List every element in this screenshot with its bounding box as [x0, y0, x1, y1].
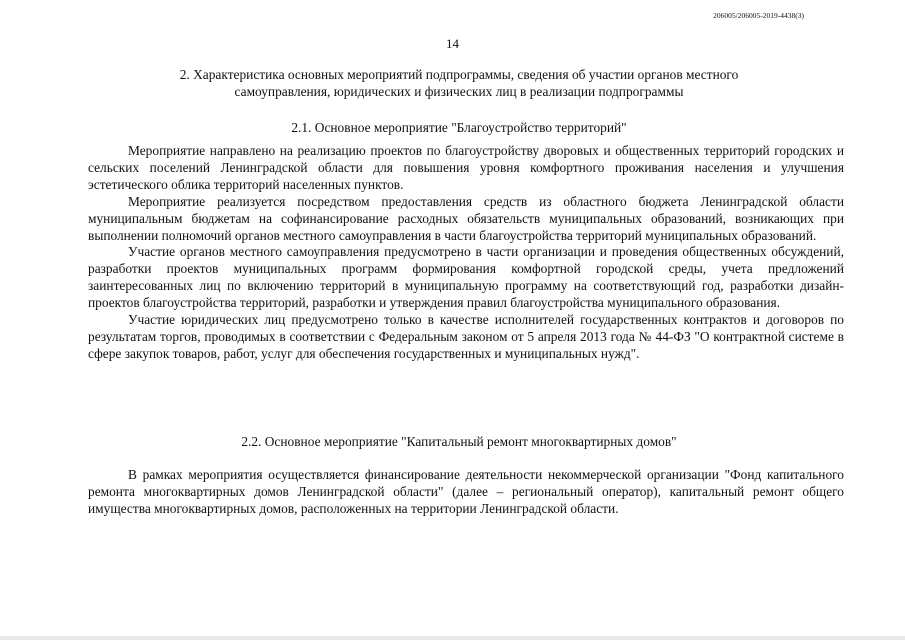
document-id: 206005/206005-2019-4438(3)	[713, 11, 804, 20]
paragraph: В рамках мероприятия осуществляется финансирование деятельности некоммерческой организации "Фонд капитального ремонта многоквартирных домов Ленинградской области" (далее – региональный оператор), капитальный ремонт общего имущества многоквартирных домов, расположенных на территории Ленинградской области.	[88, 467, 844, 516]
subsection-heading-2-2: 2.2. Основное мероприятие "Капитальный ремонт многоквартирных домов"	[241, 434, 677, 449]
page-bottom-edge	[0, 636, 905, 640]
paragraph: Участие юридических лиц предусмотрено только в качестве исполнителей государственных контрактов и договоров по результатам торгов, проводимых в соответствии с Федеральным законом от 5 апреля 2013 года № 44-ФЗ "О контрактной системе в сфере закупок товаров, работ, услуг для обеспечения государственных и муниципальных нужд".	[88, 312, 844, 361]
paragraph: Участие органов местного самоуправления предусмотрено в части организации и проведения общественных обсуждений, разработки проектов муниципальных программ формирования комфортной городской среды, учета предложений заинтересованных лиц по включению территорий в муниципальную программу на соответствующий год, разработки дизайн-проектов благоустройства территорий, разработки и утверждения правил благоустройства муниципального образования.	[88, 244, 844, 311]
paragraph: Мероприятие направлено на реализацию проектов по благоустройству дворовых и общественных территорий городских и сельских поселений Ленинградской области для повышения уровня комфортного проживания населения и улучшения эстетического облика территорий населенных пунктов.	[88, 143, 844, 192]
paragraph: Мероприятие реализуется посредством предоставления средств из областного бюджета Ленинградской области муниципальным бюджетам на софинансирование расходных обязательств муниципальных образований, возникающих при выполнении полномочий органов местного самоуправления в части благоустройства территорий муниципальных образований.	[88, 193, 844, 243]
subsection-heading-2-1: 2.1. Основное мероприятие "Благоустройство территорий"	[291, 120, 627, 135]
subsection-2-1-body	[88, 143, 844, 363]
page-number: 14	[446, 36, 459, 51]
subsection-2-2-body	[88, 467, 844, 518]
section-heading: 2. Характеристика основных мероприятий подпрограммы, сведения об участии органов местного самоуправления, юридических и физических лиц в реализации подпрограммы	[179, 67, 739, 99]
